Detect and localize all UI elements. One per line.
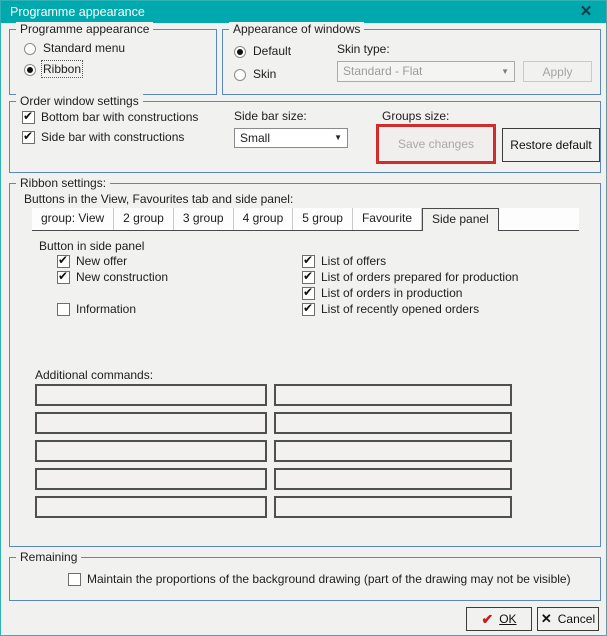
order-window-settings-group xyxy=(9,94,601,173)
new-construction-checkbox[interactable] xyxy=(57,271,70,284)
additional-commands-label: Additional commands: xyxy=(35,368,154,382)
ribbon-settings-group xyxy=(9,176,601,547)
skin-type-select[interactable] xyxy=(337,61,515,82)
title-bar xyxy=(1,1,606,23)
list-orders-prepared-checkbox[interactable] xyxy=(302,271,315,284)
tab-favourite[interactable]: Favourite xyxy=(353,208,422,230)
ribbon-tab-strip xyxy=(32,208,579,231)
skin-label[interactable]: Skin xyxy=(253,67,277,81)
remaining-group xyxy=(9,550,601,601)
information-label[interactable]: Information xyxy=(76,302,137,316)
side-bar-size-select[interactable] xyxy=(234,128,348,148)
order-window-settings-legend: Order window settings xyxy=(16,94,143,108)
appearance-of-windows-group xyxy=(222,22,601,95)
save-changes-button[interactable] xyxy=(376,124,496,164)
tab-group-view[interactable]: group: View xyxy=(32,208,114,230)
ribbon-settings-legend: Ribbon settings: xyxy=(16,176,110,190)
default-label[interactable]: Default xyxy=(253,44,292,58)
ribbon-label[interactable]: Ribbon xyxy=(43,62,82,76)
additional-command-slot[interactable] xyxy=(274,468,512,490)
programme-appearance-legend: Programme appearance xyxy=(16,22,153,36)
side-bar-label[interactable]: Side bar with constructions xyxy=(41,130,185,144)
additional-command-slot[interactable] xyxy=(35,384,267,406)
window-title: Programme appearance xyxy=(10,5,145,19)
restore-default-button[interactable] xyxy=(502,128,600,162)
additional-command-slot[interactable] xyxy=(35,496,267,518)
button-in-side-panel-label: Button in side panel xyxy=(39,239,145,253)
restore-default-label: Restore default xyxy=(510,138,592,152)
standard-menu-label[interactable]: Standard menu xyxy=(43,41,126,55)
remaining-legend: Remaining xyxy=(16,550,81,564)
ribbon-settings-description: Buttons in the View, Favourites tab and side panel: xyxy=(24,192,294,206)
appearance-of-windows-legend: Appearance of windows xyxy=(229,22,364,36)
list-of-offers-checkbox[interactable] xyxy=(302,255,315,268)
tab-4-group[interactable]: 4 group xyxy=(234,208,294,230)
chevron-down-icon: ▼ xyxy=(334,133,342,143)
list-orders-production-label[interactable]: List of orders in production xyxy=(321,286,463,300)
additional-command-slot[interactable] xyxy=(35,440,267,462)
additional-command-slot[interactable] xyxy=(274,440,512,462)
new-offer-checkbox[interactable] xyxy=(57,255,70,268)
tab-strip-filler xyxy=(499,208,579,230)
skin-type-value: Standard - Flat xyxy=(343,64,423,78)
close-icon[interactable]: ✕ xyxy=(579,3,593,20)
check-icon: ✔ xyxy=(481,610,494,627)
side-bar-checkbox[interactable] xyxy=(22,131,35,144)
default-radio[interactable] xyxy=(234,46,246,58)
maintain-proportions-label[interactable]: Maintain the proportions of the background drawing (part of the drawing may not be visible) xyxy=(87,572,571,586)
list-of-offers-label[interactable]: List of offers xyxy=(321,254,387,268)
list-recently-opened-label[interactable]: List of recently opened orders xyxy=(321,302,480,316)
tab-side-panel[interactable]: Side panel xyxy=(422,208,499,231)
save-changes-label: Save changes xyxy=(397,137,475,151)
groups-size-label: Groups size: xyxy=(382,109,450,123)
tab-2-group[interactable]: 2 group xyxy=(114,208,174,230)
ribbon-radio[interactable] xyxy=(24,64,36,76)
additional-command-slot[interactable] xyxy=(274,412,512,434)
apply-button[interactable] xyxy=(523,61,592,82)
cancel-button-label: Cancel xyxy=(557,612,596,626)
list-orders-production-checkbox[interactable] xyxy=(302,287,315,300)
skin-type-label: Skin type: xyxy=(337,42,390,56)
chevron-down-icon: ▼ xyxy=(501,66,509,76)
additional-command-slot[interactable] xyxy=(35,412,267,434)
additional-command-slot[interactable] xyxy=(35,468,267,490)
ok-button[interactable] xyxy=(466,607,532,631)
tab-3-group[interactable]: 3 group xyxy=(174,208,234,230)
information-checkbox[interactable] xyxy=(57,303,70,316)
additional-command-slot[interactable] xyxy=(274,496,512,518)
programme-appearance-group xyxy=(9,22,217,95)
side-bar-size-label: Side bar size: xyxy=(234,109,307,123)
standard-menu-radio[interactable] xyxy=(24,43,36,55)
tab-5-group[interactable]: 5 group xyxy=(293,208,353,230)
new-construction-label[interactable]: New construction xyxy=(76,270,169,284)
list-recently-opened-checkbox[interactable] xyxy=(302,303,315,316)
bottom-bar-label[interactable]: Bottom bar with constructions xyxy=(41,110,199,124)
additional-command-slot[interactable] xyxy=(274,384,512,406)
maintain-proportions-checkbox[interactable] xyxy=(68,573,81,586)
apply-button-label: Apply xyxy=(542,64,573,79)
cancel-button[interactable] xyxy=(537,607,599,631)
skin-radio[interactable] xyxy=(234,69,246,81)
x-icon: ✕ xyxy=(540,611,552,626)
ok-button-label: OK xyxy=(499,612,517,626)
side-bar-size-value: Small xyxy=(240,131,271,145)
list-orders-prepared-label[interactable]: List of orders prepared for production xyxy=(321,270,519,284)
new-offer-label[interactable]: New offer xyxy=(76,254,128,268)
bottom-bar-checkbox[interactable] xyxy=(22,111,35,124)
